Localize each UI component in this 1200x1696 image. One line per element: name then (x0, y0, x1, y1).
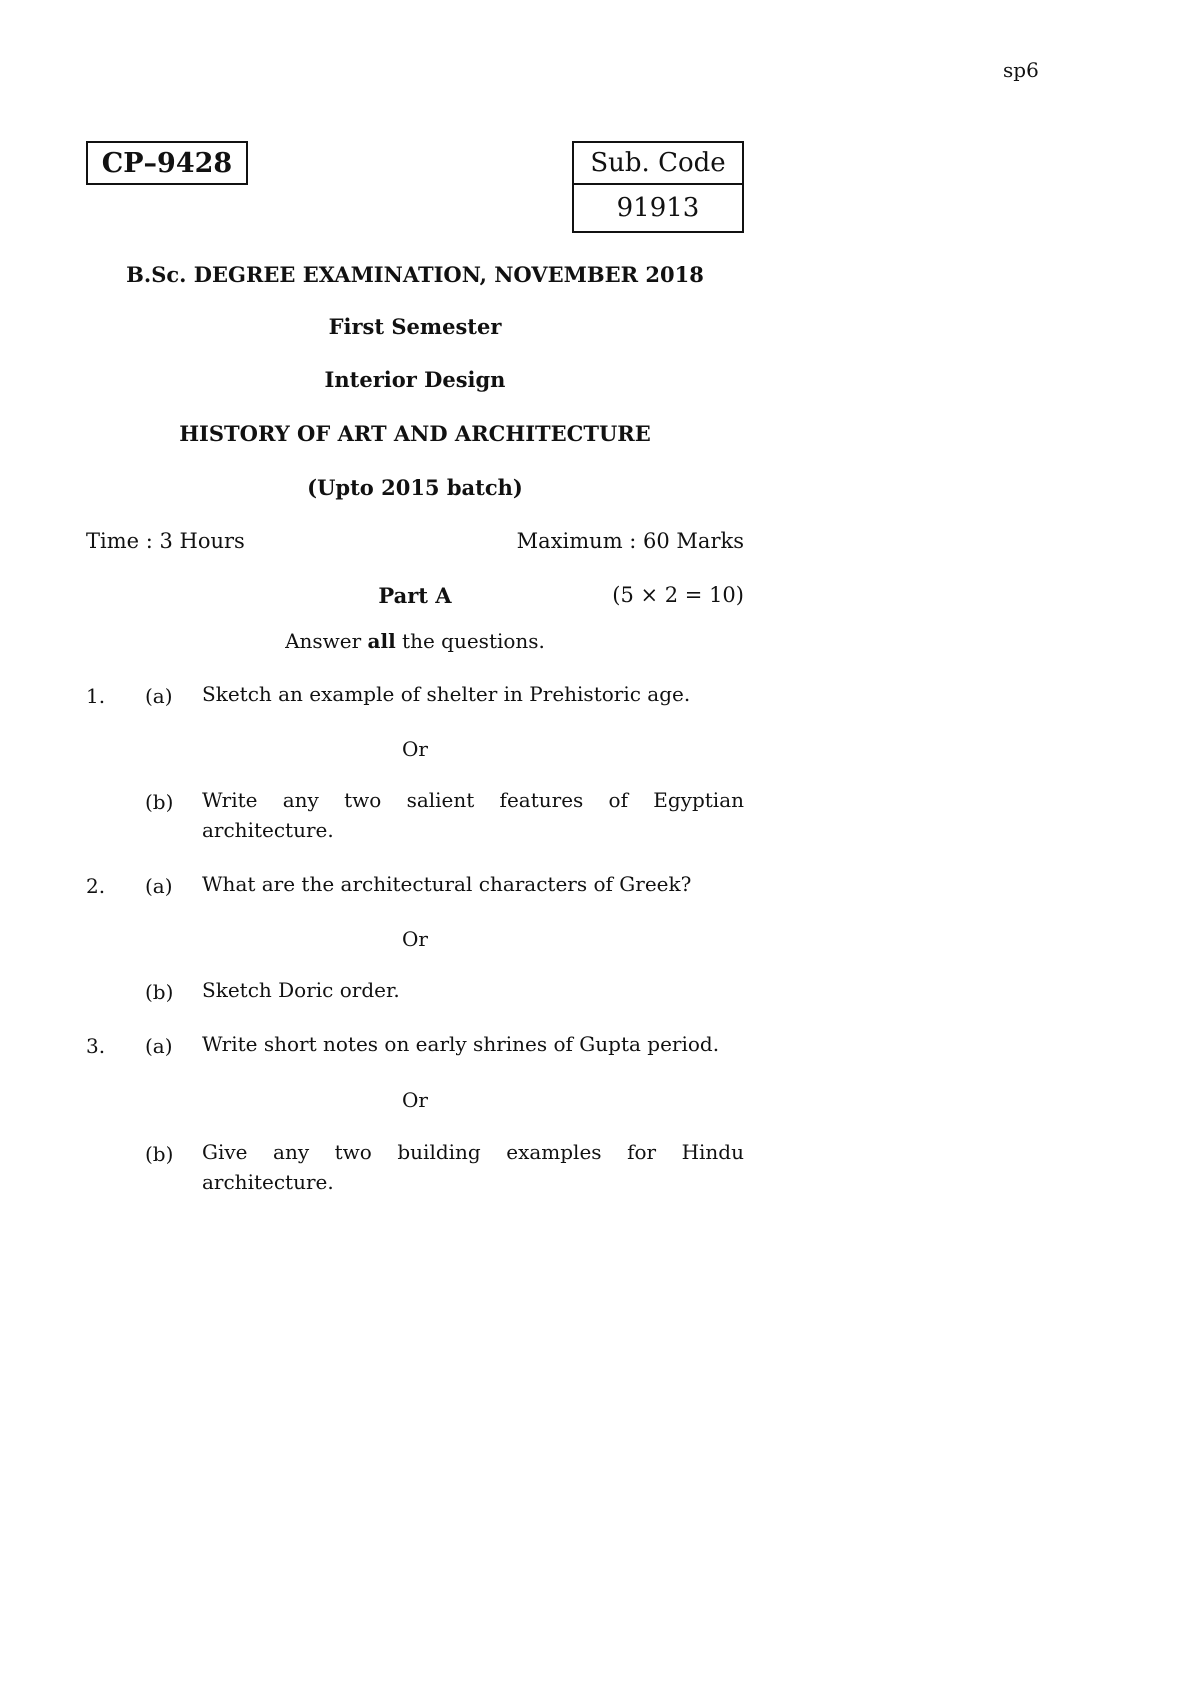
paper-code-box (86, 141, 248, 185)
maximum-marks: Maximum : 60 Marks (516, 529, 744, 553)
option-a-label: (a) (145, 684, 173, 708)
question-1b-text: Write any two salient features of Egyptian architecture. (202, 788, 744, 842)
sub-code-value: 91913 (616, 193, 700, 223)
semester: First Semester (328, 314, 502, 339)
question-number: 2. (86, 874, 106, 898)
or-label: Or (402, 927, 428, 951)
question-2a-text: What are the architectural characters of Greek? (202, 872, 692, 896)
question-number: 3. (86, 1034, 106, 1058)
instruction-bold: all (367, 629, 396, 653)
option-b-label: (b) (145, 1142, 174, 1166)
sub-code-label: Sub. Code (574, 143, 742, 185)
subject: Interior Design (324, 367, 506, 392)
instruction-post: the questions. (395, 629, 545, 653)
option-a-label: (a) (145, 1034, 173, 1058)
option-b-label: (b) (145, 790, 174, 814)
question-3b-text: Give any two building examples for Hindu architecture. (202, 1140, 744, 1194)
option-b-label: (b) (145, 980, 174, 1004)
part-title: Part A (378, 583, 452, 608)
time-allowed: Time : 3 Hours (86, 529, 245, 553)
sub-code-box (572, 141, 744, 233)
batch: (Upto 2015 batch) (307, 475, 523, 500)
question-number: 1. (86, 684, 106, 708)
question-3a-text: Write short notes on early shrines of Gupta period. (202, 1032, 720, 1056)
or-label: Or (402, 737, 428, 761)
exam-title: B.Sc. DEGREE EXAMINATION, NOVEMBER 2018 (126, 262, 704, 287)
page-reference: sp6 (1003, 58, 1039, 82)
paper-title: HISTORY OF ART AND ARCHITECTURE (179, 421, 651, 446)
instruction-pre: Answer (285, 629, 368, 653)
question-1a-text: Sketch an example of shelter in Prehistoric age. (202, 682, 691, 706)
instruction (86, 629, 744, 653)
or-label: Or (402, 1088, 428, 1112)
paper-code: CP–9428 (101, 147, 233, 179)
option-a-label: (a) (145, 874, 173, 898)
question-2b-text: Sketch Doric order. (202, 978, 400, 1002)
part-marks: (5 × 2 = 10) (612, 583, 744, 607)
